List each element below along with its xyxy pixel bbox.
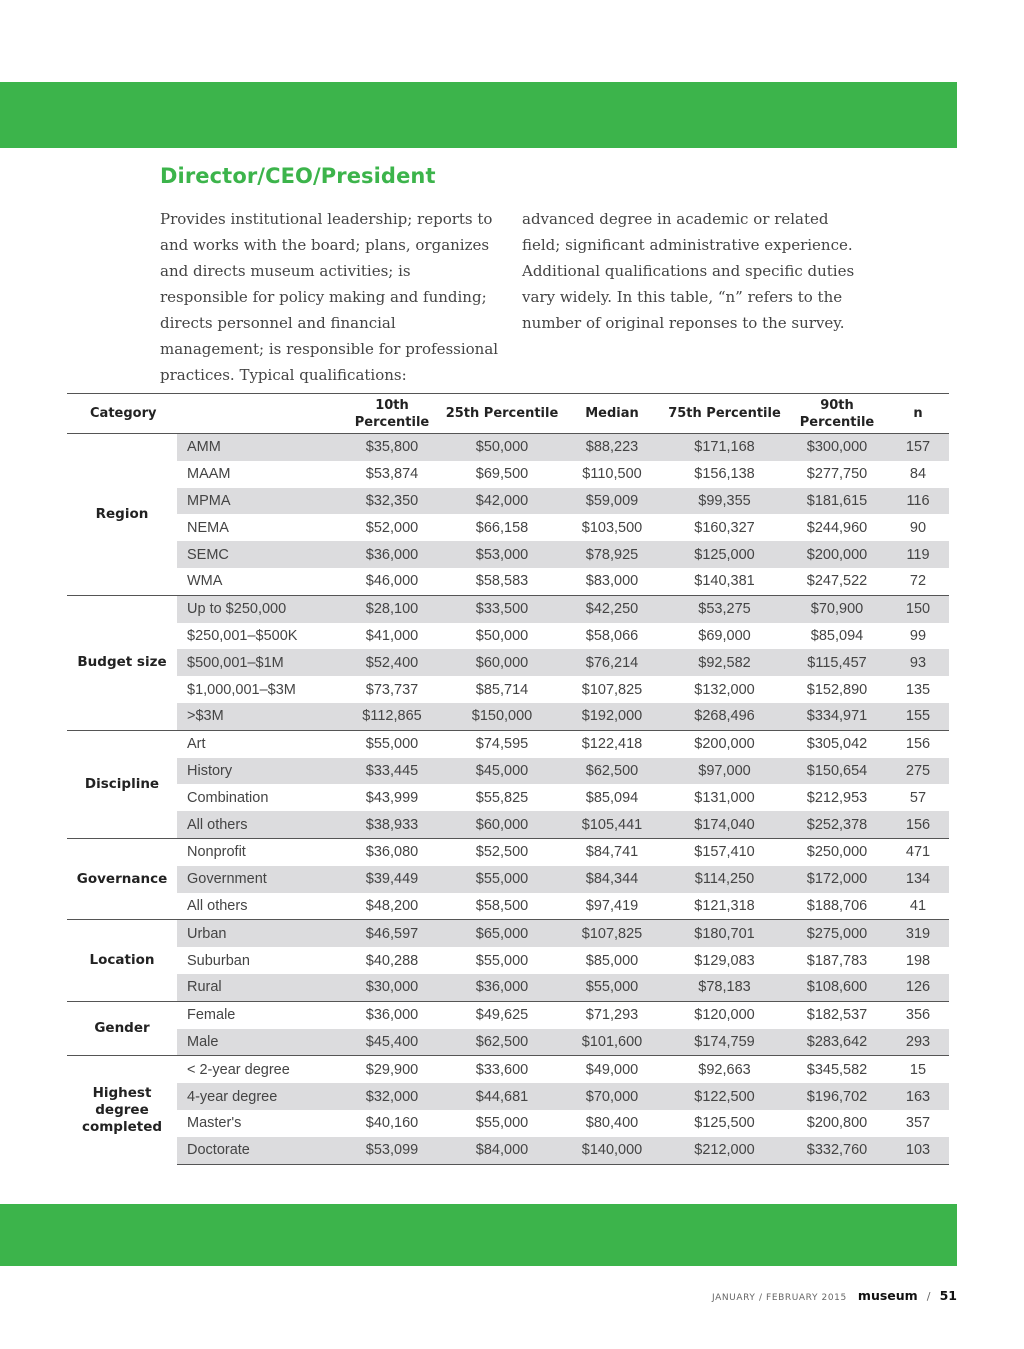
cell-p10: $28,100	[342, 595, 442, 622]
cell-n: 41	[909, 897, 927, 914]
cell-p10: $48,200	[365, 897, 419, 914]
cell-p10: $36,000	[342, 1001, 442, 1028]
cell-p90: $187,783	[806, 952, 868, 969]
cell-p75: $171,168	[662, 434, 787, 461]
table-row	[67, 974, 949, 1001]
cell-p90: $150,654	[787, 758, 887, 785]
table-row	[67, 1056, 949, 1083]
cell-n: 134	[887, 866, 949, 893]
cell-median: $55,000	[562, 974, 662, 1001]
footer-date: JANUARY / FEBRUARY 2015	[711, 1293, 847, 1303]
cell-p75: $268,496	[662, 703, 787, 730]
salary-table	[67, 393, 949, 1165]
header-25th-percentile: 25th Percentile	[445, 406, 559, 421]
cell-n: 155	[887, 703, 949, 730]
footer-separator: /	[926, 1290, 931, 1303]
cell-p90: $85,094	[810, 627, 864, 644]
cell-p10: $46,000	[365, 573, 419, 590]
cell-p25: $58,583	[475, 573, 529, 590]
cell-p10: $55,000	[342, 730, 442, 757]
cell-p75: $174,040	[662, 811, 787, 838]
cell-n: 356	[887, 1001, 949, 1028]
cell-p75: $114,250	[662, 866, 787, 893]
cell-p10: $40,288	[365, 952, 419, 969]
cell-n: 99	[909, 627, 927, 644]
cell-p10: $41,000	[365, 627, 419, 644]
cell-p90: $182,537	[787, 1001, 887, 1028]
intro-paragraph-right: advanced degree in academic or related field; significant administrative experience. Additional qualifications and specific duties vary widely. In this table, “n” refers to the number of original reponses to the survey.	[522, 210, 855, 332]
cell-subcategory: Rural	[177, 974, 342, 1001]
header-category: Category	[90, 406, 157, 421]
category-label: Highest degree completed	[67, 1056, 177, 1164]
cell-median: $140,000	[562, 1137, 662, 1164]
cell-median: $107,825	[562, 920, 662, 947]
cell-subcategory: 4-year degree	[177, 1083, 342, 1110]
cell-p75: $92,663	[662, 1056, 787, 1083]
cell-median: $103,500	[581, 519, 643, 536]
cell-p25: $50,000	[442, 434, 562, 461]
cell-p90: $212,953	[806, 789, 868, 806]
cell-p10: $33,445	[342, 758, 442, 785]
cell-subcategory: Government	[177, 866, 342, 893]
cell-p25: $53,000	[442, 541, 562, 568]
cell-n: 198	[905, 952, 931, 969]
cell-p10: $52,400	[342, 649, 442, 676]
cell-n: 156	[887, 730, 949, 757]
cell-p25: $55,825	[475, 789, 529, 806]
cell-median: $58,066	[585, 627, 639, 644]
cell-n: 357	[905, 1115, 931, 1132]
table-row	[67, 784, 949, 811]
table-row	[67, 541, 949, 568]
cell-p90: $332,760	[787, 1137, 887, 1164]
table-row	[67, 676, 949, 703]
cell-median: $192,000	[562, 703, 662, 730]
cell-p10: $112,865	[342, 703, 442, 730]
cell-median: $88,223	[562, 434, 662, 461]
cell-median: $85,000	[585, 952, 639, 969]
cell-median: $70,000	[562, 1083, 662, 1110]
cell-p25: $36,000	[442, 974, 562, 1001]
cell-subcategory: SEMC	[177, 541, 342, 568]
table-row	[67, 434, 949, 461]
cell-n: 57	[909, 789, 927, 806]
cell-p25: $55,000	[475, 952, 529, 969]
cell-n: 150	[887, 595, 949, 622]
cell-n: 72	[909, 573, 927, 590]
cell-p90: $200,800	[806, 1115, 868, 1132]
cell-p10: $32,350	[342, 488, 442, 515]
cell-p10: $30,000	[342, 974, 442, 1001]
page-title: Director/CEO/President	[160, 164, 436, 188]
cell-subcategory: MPMA	[177, 488, 342, 515]
cell-p25: $69,500	[475, 466, 529, 483]
cell-median: $62,500	[562, 758, 662, 785]
cell-median: $49,000	[562, 1056, 662, 1083]
cell-n: 15	[887, 1056, 949, 1083]
cell-p25: $150,000	[442, 703, 562, 730]
cell-p75: $200,000	[662, 730, 787, 757]
cell-p90: $181,615	[787, 488, 887, 515]
cell-p90: $196,702	[787, 1083, 887, 1110]
cell-median: $83,000	[585, 573, 639, 590]
cell-p90: $70,900	[787, 595, 887, 622]
cell-median: $84,741	[562, 838, 662, 865]
cell-subcategory: Nonprofit	[177, 838, 342, 865]
table-header-row	[67, 394, 949, 434]
cell-subcategory: MAAM	[187, 466, 231, 483]
cell-p75: $97,000	[662, 758, 787, 785]
cell-subcategory: NEMA	[187, 519, 229, 536]
cell-p75: $129,083	[694, 952, 755, 969]
cell-p90: $244,960	[806, 519, 868, 536]
category-label: Location	[67, 920, 177, 1001]
category-label: Gender	[67, 1001, 177, 1056]
cell-p75: $122,500	[662, 1083, 787, 1110]
cell-p10: $29,900	[342, 1056, 442, 1083]
cell-subcategory: Up to $250,000	[177, 595, 342, 622]
cell-median: $101,600	[562, 1029, 662, 1056]
table-row	[67, 703, 949, 730]
page-footer	[712, 1285, 957, 1304]
cell-p25: $58,500	[475, 897, 529, 914]
cell-p90: $283,642	[787, 1029, 887, 1056]
cell-subcategory: History	[177, 758, 342, 785]
cell-p10: $39,449	[342, 866, 442, 893]
cell-p25: $66,158	[475, 519, 529, 536]
table-row	[67, 758, 949, 785]
cell-n: 293	[887, 1029, 949, 1056]
cell-p25: $45,000	[442, 758, 562, 785]
table-row	[67, 1083, 949, 1110]
cell-median: $78,925	[562, 541, 662, 568]
intro-paragraph-left: Provides institutional leadership; reports to and works with the board; plans, organizes and directs museum activities; is responsible for policy making and funding; directs personnel and financial management; is responsible for professional practices. Typical qualifications:	[160, 210, 499, 384]
header-75th-percentile: 75th Percentile	[668, 406, 781, 421]
cell-p90: $275,000	[787, 920, 887, 947]
cell-p25: $44,681	[442, 1083, 562, 1110]
cell-p90: $115,457	[787, 649, 887, 676]
cell-median: $76,214	[562, 649, 662, 676]
cell-median: $59,009	[562, 488, 662, 515]
cell-p75: $92,582	[662, 649, 787, 676]
cell-n: 93	[887, 649, 949, 676]
table-row	[67, 595, 949, 622]
cell-p10: $52,000	[365, 519, 419, 536]
cell-n: 84	[909, 466, 927, 483]
cell-p25: $33,600	[442, 1056, 562, 1083]
cell-p25: $65,000	[442, 920, 562, 947]
cell-p90: $305,042	[787, 730, 887, 757]
cell-subcategory: Art	[177, 730, 342, 757]
cell-subcategory: WMA	[187, 573, 223, 590]
cell-p10: $45,400	[342, 1029, 442, 1056]
cell-p75: $156,138	[694, 466, 755, 483]
cell-p25: $84,000	[442, 1137, 562, 1164]
cell-p90: $108,600	[787, 974, 887, 1001]
cell-median: $105,441	[562, 811, 662, 838]
cell-subcategory: Doctorate	[177, 1137, 342, 1164]
cell-n: 116	[887, 488, 949, 515]
cell-p75: $160,327	[694, 519, 755, 536]
table-row	[67, 811, 949, 838]
cell-p10: $40,160	[365, 1115, 419, 1132]
cell-p10: $36,000	[342, 541, 442, 568]
category-label: Governance	[67, 838, 177, 919]
cell-p90: $172,000	[787, 866, 887, 893]
category-label: Budget size	[67, 595, 177, 730]
cell-n: 163	[887, 1083, 949, 1110]
table-row	[67, 947, 949, 974]
cell-p90: $252,378	[787, 811, 887, 838]
cell-p75: $131,000	[694, 789, 755, 806]
cell-p25: $55,000	[442, 866, 562, 893]
cell-subcategory: $250,001–$500K	[187, 627, 298, 644]
header-median: Median	[585, 406, 639, 421]
cell-p75: $212,000	[662, 1137, 787, 1164]
cell-n: 157	[887, 434, 949, 461]
cell-p75: $99,355	[662, 488, 787, 515]
cell-p10: $36,080	[342, 838, 442, 865]
cell-p75: $53,275	[662, 595, 787, 622]
table-row	[67, 866, 949, 893]
top-green-band	[0, 82, 957, 148]
cell-p25: $52,500	[442, 838, 562, 865]
cell-p90: $152,890	[806, 681, 868, 698]
table-row	[67, 893, 949, 920]
cell-p75: $140,381	[694, 573, 755, 590]
cell-n: 275	[887, 758, 949, 785]
cell-subcategory: Suburban	[187, 952, 250, 969]
cell-subcategory: $500,001–$1M	[177, 649, 342, 676]
footer-magazine-name: museum	[857, 1288, 918, 1303]
category-label: Region	[67, 434, 177, 596]
cell-p25: $50,000	[475, 627, 529, 644]
cell-subcategory: Urban	[177, 920, 342, 947]
table-row	[67, 730, 949, 757]
cell-subcategory: >$3M	[177, 703, 342, 730]
cell-subcategory: $1,000,001–$3M	[187, 681, 296, 698]
cell-n: 471	[887, 838, 949, 865]
cell-p25: $60,000	[442, 811, 562, 838]
header-90th-percentile: 90th Percentile	[799, 397, 875, 430]
cell-median: $97,419	[585, 897, 639, 914]
cell-p90: $300,000	[787, 434, 887, 461]
table-row	[67, 623, 949, 650]
table-row	[67, 568, 949, 595]
cell-p25: $74,595	[442, 730, 562, 757]
cell-n: 119	[887, 541, 949, 568]
cell-p90: $277,750	[806, 466, 868, 483]
table-row	[67, 488, 949, 515]
cell-p10: $32,000	[342, 1083, 442, 1110]
cell-p25: $85,714	[475, 681, 529, 698]
cell-n: 319	[887, 920, 949, 947]
cell-subcategory: All others	[177, 811, 342, 838]
header-n: n	[913, 406, 923, 421]
cell-p75: $125,000	[662, 541, 787, 568]
cell-median: $110,500	[582, 466, 642, 483]
cell-p10: $38,933	[342, 811, 442, 838]
cell-median: $42,250	[562, 595, 662, 622]
cell-subcategory: Female	[177, 1001, 342, 1028]
table-body	[67, 434, 949, 1165]
cell-p90: $200,000	[787, 541, 887, 568]
cell-p75: $120,000	[662, 1001, 787, 1028]
cell-subcategory: < 2-year degree	[177, 1056, 342, 1083]
cell-n: 90	[909, 519, 927, 536]
category-label: Discipline	[67, 730, 177, 838]
cell-p90: $334,971	[787, 703, 887, 730]
table-row	[67, 1110, 949, 1137]
table-row	[67, 514, 949, 541]
cell-subcategory: All others	[187, 897, 248, 914]
cell-median: $84,344	[562, 866, 662, 893]
cell-median: $80,400	[585, 1115, 639, 1132]
table-row	[67, 1029, 949, 1056]
bottom-green-band	[0, 1204, 957, 1266]
cell-p25: $55,000	[475, 1115, 529, 1132]
cell-p10: $35,800	[342, 434, 442, 461]
cell-p75: $125,500	[694, 1115, 755, 1132]
cell-p25: $33,500	[442, 595, 562, 622]
cell-p90: $188,706	[806, 897, 868, 914]
cell-p10: $46,597	[342, 920, 442, 947]
table-row	[67, 1001, 949, 1028]
cell-p90: $250,000	[787, 838, 887, 865]
cell-median: $122,418	[562, 730, 662, 757]
cell-n: 156	[887, 811, 949, 838]
footer-page-number: 51	[939, 1288, 957, 1303]
cell-p75: $157,410	[662, 838, 787, 865]
table-row	[67, 461, 949, 488]
cell-n: 135	[905, 681, 931, 698]
cell-subcategory: AMM	[177, 434, 342, 461]
table-row	[67, 838, 949, 865]
cell-p75: $121,318	[694, 897, 755, 914]
cell-p25: $62,500	[442, 1029, 562, 1056]
cell-p90: $345,582	[787, 1056, 887, 1083]
cell-median: $107,825	[581, 681, 643, 698]
cell-p25: $49,625	[442, 1001, 562, 1028]
cell-p75: $69,000	[698, 627, 751, 644]
cell-subcategory: Master's	[187, 1115, 242, 1132]
cell-p10: $73,737	[365, 681, 419, 698]
cell-median: $85,094	[585, 789, 639, 806]
table-row	[67, 920, 949, 947]
cell-p10: $53,099	[342, 1137, 442, 1164]
table-row	[67, 1137, 949, 1164]
table-row	[67, 649, 949, 676]
cell-p75: $174,759	[662, 1029, 787, 1056]
cell-p25: $42,000	[442, 488, 562, 515]
cell-n: 126	[887, 974, 949, 1001]
cell-median: $71,293	[562, 1001, 662, 1028]
cell-p90: $247,522	[806, 573, 868, 590]
cell-n: 103	[887, 1137, 949, 1164]
cell-p75: $78,183	[662, 974, 787, 1001]
cell-subcategory: Combination	[187, 789, 269, 806]
cell-subcategory: Male	[177, 1029, 342, 1056]
cell-p10: $53,874	[365, 466, 419, 483]
cell-p25: $60,000	[442, 649, 562, 676]
header-10th-percentile: 10th Percentile	[354, 397, 430, 430]
cell-p75: $180,701	[662, 920, 787, 947]
cell-p75: $132,000	[694, 681, 755, 698]
cell-p10: $43,999	[365, 789, 419, 806]
